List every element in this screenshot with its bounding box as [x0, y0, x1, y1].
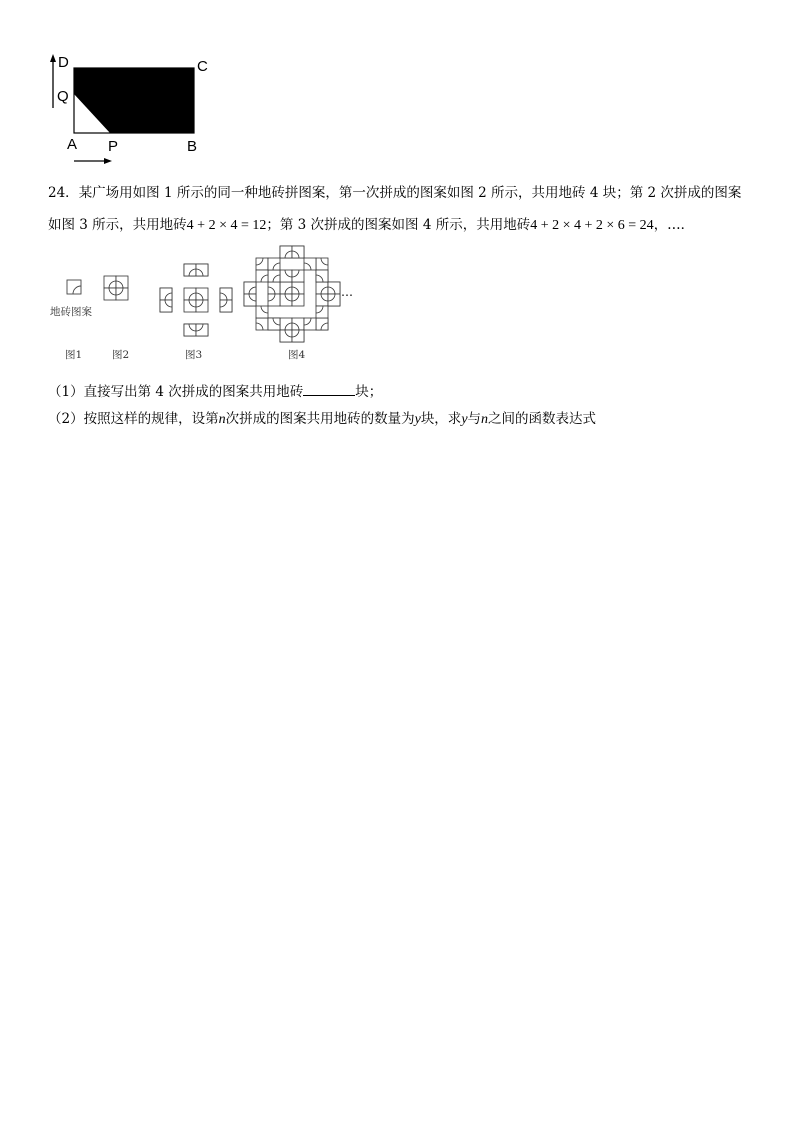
fig2-pattern: [104, 276, 128, 300]
fig3-pattern: [160, 264, 232, 336]
label-q: Q: [57, 88, 69, 105]
var-n-2: n: [481, 412, 489, 427]
var-y-1: y: [414, 412, 421, 427]
question-text-line1: 某广场用如图 1 所示的同一种地砖拼图案，第一次拼成的图案如图 2 所示，共用地砖 4 块；第 2 次拼成的图案: [78, 185, 742, 201]
var-y-2: y: [461, 412, 468, 427]
sub1-text: （1）直接写出第 4 次拼成的图案共用地砖: [48, 384, 304, 400]
question-line-1: [48, 187, 741, 201]
fig4-label: 图4: [288, 349, 306, 361]
fig2-label: 图2: [112, 349, 130, 361]
question-number: 24．: [48, 185, 79, 201]
sub2-part1: （2）按照这样的规律，设第: [48, 411, 219, 427]
label-c: C: [197, 58, 208, 75]
expression-fig4: 4 + 2 × 4 + 2 × 6 = 24: [530, 218, 654, 233]
sub2-part4: 与: [467, 411, 482, 427]
question-line-2: [48, 219, 694, 233]
fig4-pattern: [244, 246, 340, 342]
sub2-part3: 块，求: [420, 411, 462, 427]
var-n-1: n: [218, 412, 226, 427]
sub1-suffix: 块；: [355, 384, 383, 400]
question-text-line2-a: 如图 3 所示，共用地砖: [48, 217, 187, 233]
sub2-part5: 之间的函数表达式: [488, 411, 597, 427]
sub-question-1: [48, 383, 382, 400]
label-b: B: [187, 138, 198, 155]
expression-fig3: 4 + 2 × 4 = 12: [186, 218, 267, 233]
question-text-line2-b: ；第 3 次拼成的图案如图 4 所示，共用地砖: [266, 217, 531, 233]
fig1-tile: [67, 280, 81, 294]
fig3-label: 图3: [185, 349, 203, 361]
sub-question-2: [48, 413, 596, 427]
fig1-label: 图1: [65, 349, 83, 361]
sub2-part2: 次拼成的图案共用地砖的数量为: [225, 411, 415, 427]
rectangle-figure: [40, 50, 220, 170]
ellipsis: …: [341, 285, 353, 299]
label-p: P: [108, 138, 119, 155]
fig1-caption: 地砖图案: [50, 306, 92, 318]
label-d: D: [58, 54, 69, 71]
question-text-line2-c: ，…．: [653, 217, 695, 233]
answer-blank[interactable]: [303, 383, 355, 396]
label-a: A: [67, 136, 78, 153]
